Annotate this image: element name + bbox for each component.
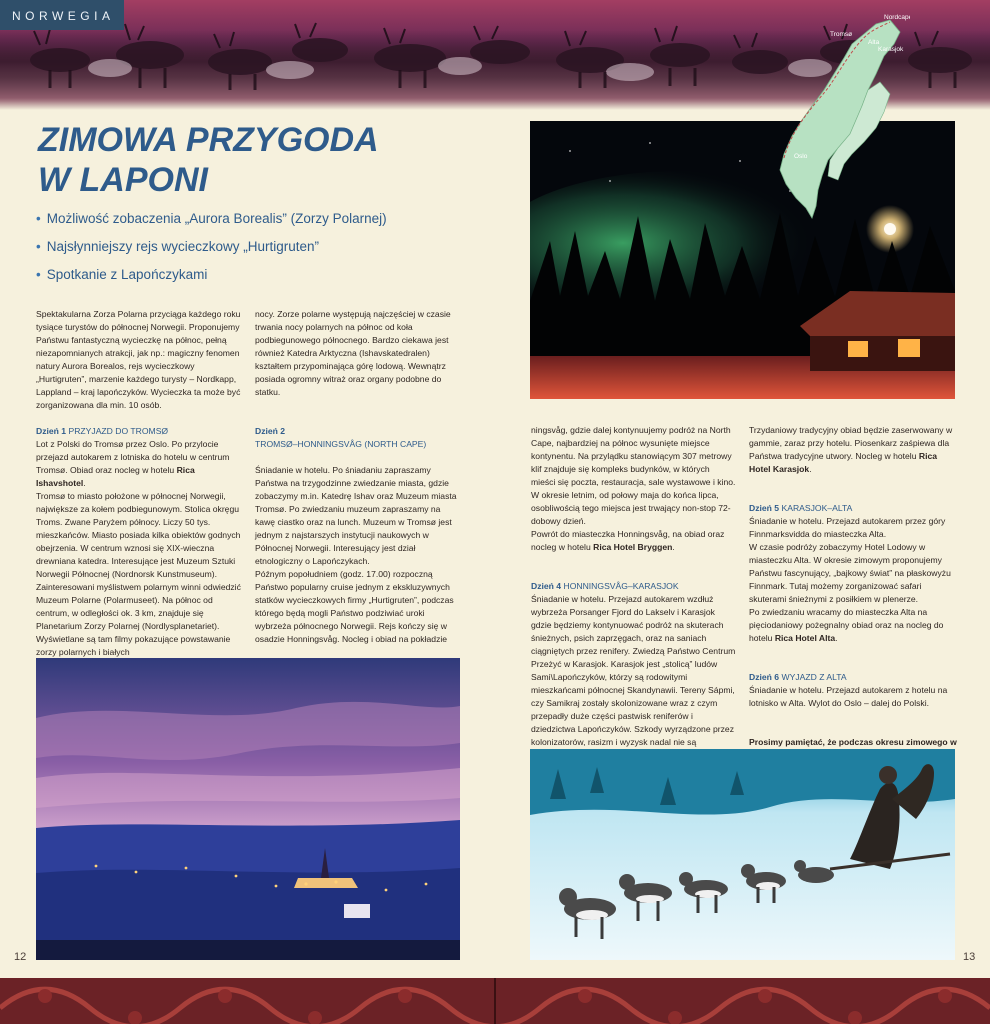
- text-column-3: [531, 411, 736, 801]
- day5-text: Śniadanie w hotelu. Przejazd autokarem przez góry Finnmarksvidda do miasteczka Alta. W czasie podróży zobaczymy Hotel Lodowy w miasteczku Alta. W okresie zimowym proponujemy Państwu fascynujący, „bajkowy świat” na płaskowyżu Finnmark. Tutaj możemy zorganizować safari skuterami śnieżnymi z posiłkiem w plenerze. Po zwiedzaniu wracamy do miasteczka Alta na pięciodaniowy pożegnalny obiad oraz na nocleg do hotelu: [749, 516, 951, 643]
- day2-text: Śniadanie w hotelu. Po śniadaniu zapraszamy Państwa na trzygodzinne zwiedzanie miasta, gdzie zobaczymy m.in. Katedrę Ishav oraz Muzeum miasta Tromsø. Po zwiedzaniu muzeum zapraszamy na kawę ciastko oraz na lunch. Muzeum w Tromsø jest jednym z najstarszych instytucji naukowych w Północnej Norwegii. Interesujący jest dział etnologiczny o Lapończykach. Późnym popołudniem (godz. 17.00) rozpoczną Państwo popularny cruise jednym z ekskluzywnych statków wycieczkowych firmy „Hurtigruten”, podczas którego będą mogli Państwo podziwiać uroki wybrzeża północnego Norwegii. Rejs kończy się w osadzie Honningsvåg. Nocleg i obiad na pokładzie: [255, 465, 457, 644]
- col4-hotel: Rica Hotel Karasjok: [749, 451, 938, 474]
- map-label-tromso: Tromsø: [830, 31, 853, 38]
- page-title: [38, 120, 379, 200]
- map-label-nordcape: Nordcape: [884, 14, 910, 21]
- day1-text-2: Tromsø to miasto położone w północnej Norwegii, największe za kołem podbiegunowym. Stolica okręgu Troms. Zwane Paryżem północy. Liczy 50 tys. mieszkańców. Miasto posiada kilka obiektów godnych obejrzenia. W centrum wznosi się XIX-wieczna drewniana katedra. Interesujące jest Muzeum Sztuki Norwegii Północnej (Nordnorsk Kunstmuseum). Zainteresowani myślistwem polarnym winni odwiedzić Muzeum Polarne (Polarmuseet). Na północ od centrum, w odległości ok. 3 km, znajduje się Planetarium Zorzy Polarnej (Nordlysplanetariet). Wyświetlane są tam filmy pokazujące powstawanie zorzy polarnych i białych: [36, 491, 241, 657]
- ornament-pattern: [0, 978, 990, 1024]
- col3-text: ningsvåg, gdzie dalej kontynuujemy podróż na North Cape, najbardziej na północ wysunięte miejsce kontynentu. Na przylądku stanowiącym 307 metrowy klif znajduje się kompleks budynków, w których mieści się poczta, restauracja, sale wystawowe i kino. W okresie letnim, od połowy maja do końca lipca, osobliwością tego miejsca jest trwający non-stop 72-dobowy dzień. Powrót do miasteczka Honningsvåg, na obiad oraz nocleg w hotelu: [531, 425, 736, 552]
- map-label-karasjok: Karasjok: [878, 46, 904, 53]
- map-label-alta: Alta: [868, 39, 880, 46]
- day5-hotel: Rica Hotel Alta: [774, 633, 836, 643]
- day4-subheading: HONNINGSVÅG–KARASJOK: [563, 581, 679, 591]
- col4-continuation: Trzydaniowy tradycyjny obiad będzie zaserwowany w gammie, zaraz przy hotelu. Piosenkarz zaśpiewa dla Państwa tradycyjne utwory. Nocleg w hotelu Rica Hotel Karasjok.: [749, 425, 953, 474]
- page-number-right: 13: [963, 951, 976, 963]
- text-column-1: [36, 308, 241, 672]
- day6-heading: Dzień 6: [749, 672, 780, 682]
- day5-heading: Dzień 5: [749, 503, 780, 513]
- husky-sled-photo: [530, 749, 955, 960]
- col2-continuation: nocy. Zorze polarne występują najczęściej w czasie trwania nocy polarnych na północ od koła podbiegunowego północnego. Bardzo ciekawa jest również Katedra Arktyczna (Ishavskatedralen) kształtem przypominająca górę lodową. Wewnątrz posiada ogromny witraż oraz organy podobne do statku.: [255, 309, 451, 397]
- day1-hotel: Rica Ishavshotel: [36, 465, 195, 488]
- day6-section: [749, 671, 957, 710]
- day2-section: [255, 412, 460, 646]
- page-number-left: 12: [14, 951, 27, 963]
- intro-paragraph: Spektakularna Zorza Polarna przyciąga każdego roku tysiące turystów do północnej Norwegii. Proponujemy Państwu fantastyczną wycieczkę na północ, pełną niezapomnianych atrakcji, jak np.: magiczny fenomen natury Aurora Borealos, rejs wycieczkowy „Hurtigruten”, marzenie każdego turysty – Nordkapp, Lappland – kraj lapończyków. Wycieczka ta może być zorganizowana dla min. 10 osób.: [36, 309, 241, 410]
- highlights-list: [36, 210, 387, 294]
- winter-notice-text: Prosimy pamiętać, że podczas okresu zimowego w: [749, 737, 957, 747]
- col3-continuation: ningsvåg, gdzie dalej kontynuujemy podróż na North Cape, najbardziej na północ wysunięte miejsce kontynentu. Na przylądku stanowiącym 307 metrowy klif znajduje się kompleks budynków, w których mieści się poczta, restauracja, sale wystawowe i kino. W okresie letnim, od połowy maja do końca lipca, osobliwością tego miejsca jest trwający non-stop 72-dobowy dzień. Powrót do miasteczka Honningsvåg, na obiad oraz nocleg w hotelu Rica Hotel Bryggen.: [531, 425, 736, 552]
- day6-text: Śniadanie w hotelu. Przejazd autokarem z hotelu na lotnisko w Alta. Wylot do Oslo – dalej do Polski.: [749, 685, 948, 708]
- day1-text: Lot z Polski do Tromsø przez Oslo. Po przylocie przejazd autokarem z lotniska do hotelu w centrum Tromsø. Obiad oraz nocleg w hotelu: [36, 439, 230, 475]
- col3-hotel: Rica Hotel Bryggen: [593, 542, 673, 552]
- day4-text: Śniadanie w hotelu. Przejazd autokarem wzdłuż wybrzeża Porsanger Fjord do Lakselv i Karasjok gdzie będziemy kontynuować podróż na skuterach śnieżnych, psich zaprzęgach, oraz na saniach ciągniętych przez renifery. Zwiedzą Państwo Centrum Przeżyć w Karasjok. Karasjok jest „stolicą” ludów Sami\Lapończyków, którzy są rodowitymi mieszkańcami północnej Skandynawii. Tereny Sápmi, czy Samikraj zostały skolonizowane wraz z czym przepadły duże części pastwisk reniferów i dziedzictwa Lapończyków. Szkody wyrządzone przez kolonizatorów, rasizm i wyzysk nadal nie są: [531, 594, 736, 747]
- highlight-item: • Możliwość zobaczenia „Aurora Borealis” (Zorzy Polarnej): [36, 210, 387, 228]
- decorative-footer-band: [0, 978, 990, 1024]
- day1-heading: Dzień 1: [36, 426, 67, 436]
- section-tag: NORWEGIA: [0, 0, 124, 30]
- day1-subheading: PRZYJAZD DO TROMSØ: [68, 426, 169, 436]
- map-label-oslo: Oslo: [794, 153, 808, 160]
- day2-heading: Dzień 2: [255, 426, 286, 436]
- day5-subheading: KARASJOK–ALTA: [781, 503, 853, 513]
- text-column-2: [255, 308, 460, 711]
- title-line-2: W LAPONI: [38, 161, 208, 199]
- highlight-item: • Spotkanie z Lapończykami: [36, 266, 387, 284]
- highlight-item: • Najsłynniejszy rejs wycieczkowy „Hurtigruten”: [36, 238, 387, 256]
- day6-subheading: WYJAZD Z ALTA: [781, 672, 847, 682]
- title-line-1: ZIMOWA PRZYGODA: [38, 121, 379, 159]
- day5-section: Dzień 5 KARASJOK–ALTA Śniadanie w hotelu. Przejazd autokarem przez góry Finnmarksvidda do miasteczka Alta. W czasie podróży zobaczymy Hotel Lodowy w miasteczku Alta. W okresie zimowym proponujemy Państwu fascynujący, „bajkowy świat” na płaskowyżu Finnmark. Tutaj możemy zorganizować safari skuterami śnieżnymi z posiłkiem w plenerze. Po zwiedzaniu wracamy do miasteczka Alta na pięciodaniowy pożegnalny obiad oraz na nocleg do hotelu Rica Hotel Alta.: [749, 503, 951, 643]
- scandinavia-map: [772, 8, 910, 223]
- day4-section: [531, 580, 736, 775]
- day1-section: Dzień 1 PRZYJAZD DO TROMSØ Lot z Polski do Tromsø przez Oslo. Po przylocie przejazd autokarem z lotniska do hotelu w centrum Tromsø. Obiad oraz nocleg w hotelu Rica Ishavshotel. Tromsø to miasto położone w północnej Norwegii, największe za kołem podbiegunowym. Stolica okręgu Troms. Zwane Paryżem północy. Liczy 50 tys. mieszkańców. Miasto posiada kilka obiektów godnych obejrzenia. W centrum wznosi się XIX-wieczna drewniana katedra. Interesujące jest Muzeum Sztuki Norwegii Północnej (Nordnorsk Kunstmuseum). Zainteresowani myślistwem polarnym winni odwiedzić Muzeum Polarne (Polarmuseet). Na północ od centrum, w odległości ok. 3 km, znajduje się Planetarium Zorzy Polarnej (Nordlysplanetariet). Wyświetlane są tam filmy pokazujące powstawanie zorzy polarnych i białych: [36, 426, 241, 657]
- day2-subheading: TROMSØ–HONNINGSVÅG (NORTH CAPE): [255, 439, 427, 449]
- day4-heading: Dzień 4: [531, 581, 562, 591]
- dusk-town-photo: [36, 658, 460, 960]
- col4-text: Trzydaniowy tradycyjny obiad będzie zaserwowany w gammie, zaraz przy hotelu. Piosenkarz zaśpiewa dla Państwa tradycyjne utwory. Nocleg w hotelu: [749, 425, 953, 461]
